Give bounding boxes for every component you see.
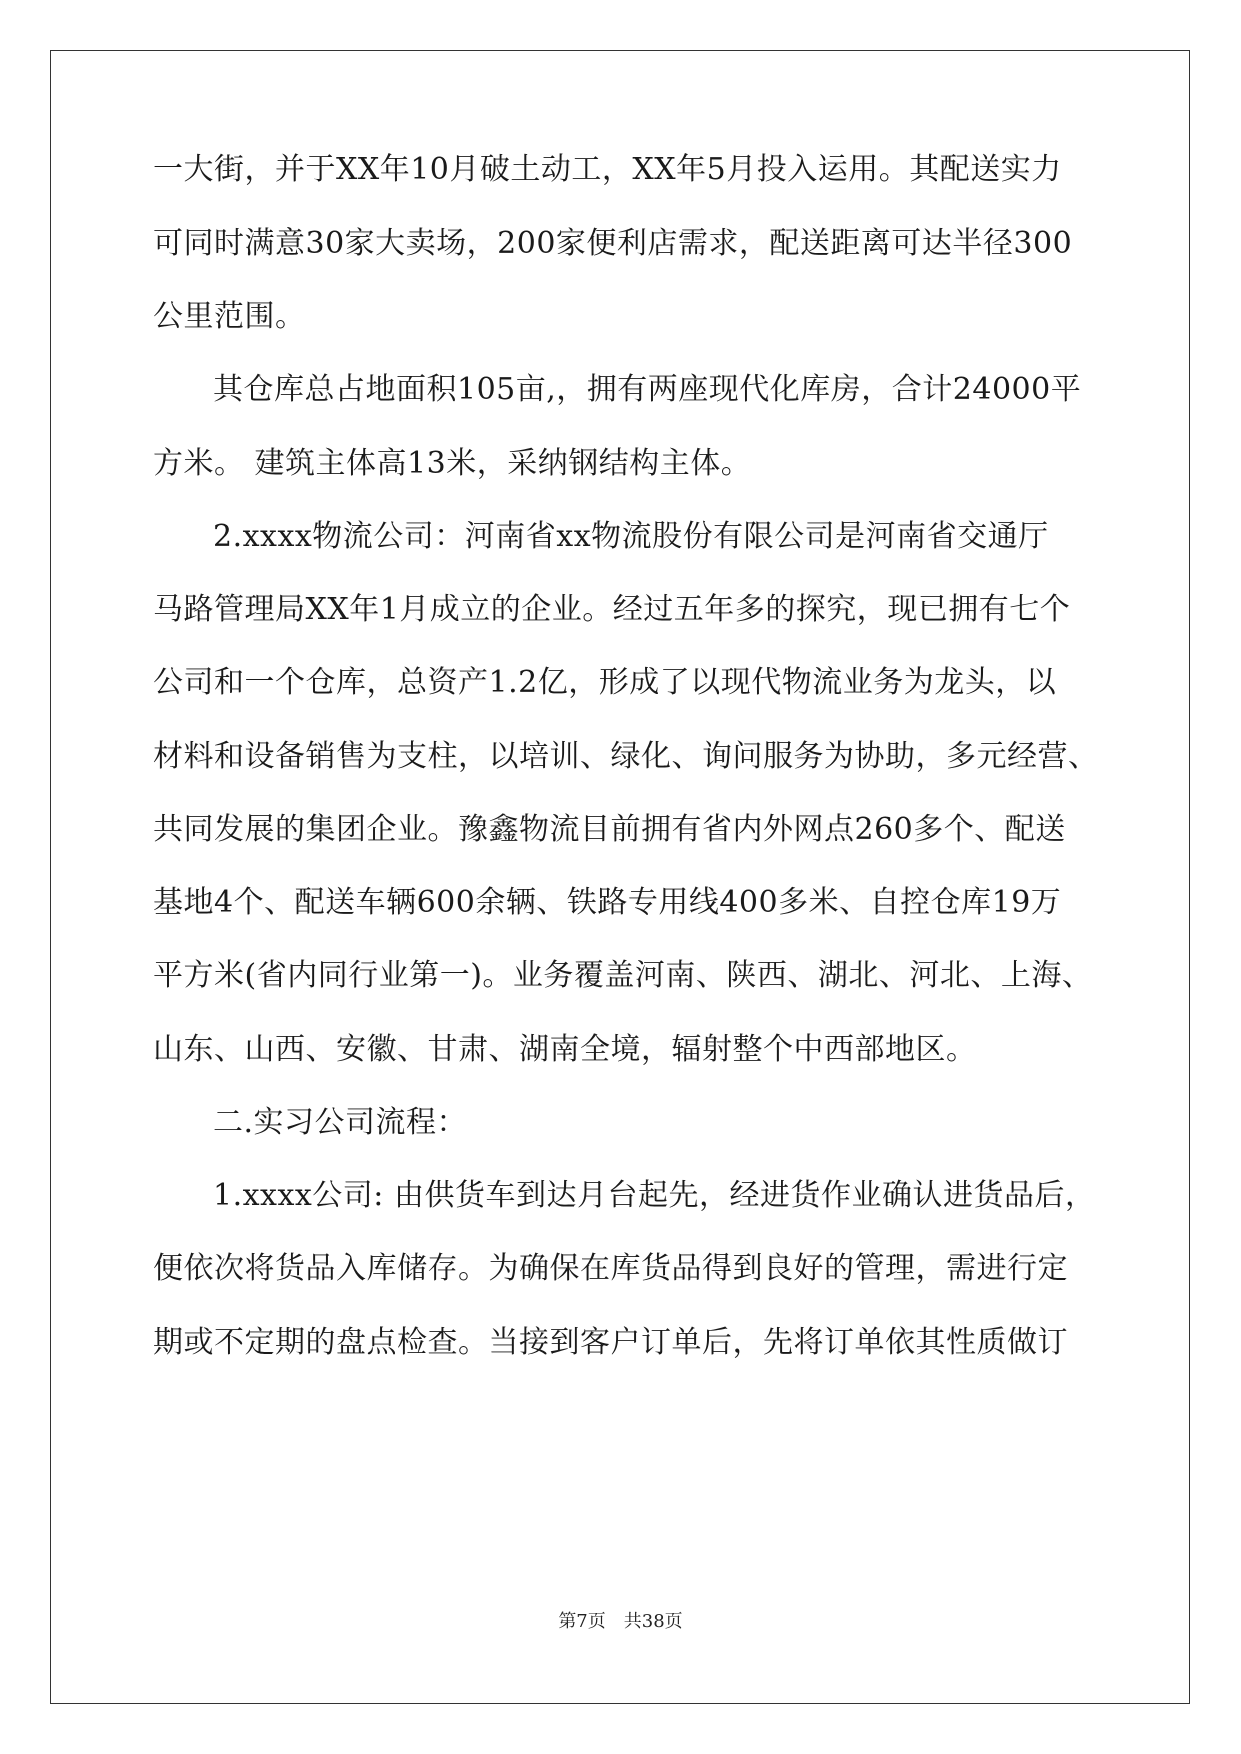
text-line: 其仓库总占地面积105亩,，拥有两座现代化库房，合计24000平 — [213, 372, 1082, 407]
page-total: 共38页 — [623, 1611, 683, 1632]
text-line: 共同发展的集团企业。豫鑫物流目前拥有省内外网点260多个、配送 — [153, 812, 1066, 847]
page-number: 第7页 — [558, 1611, 606, 1632]
text-line: 基地4个、配送车辆600余辆、铁路专用线400多米、自控仓库19万 — [153, 885, 1062, 920]
text-line: 方米。 建筑主体高13米，采纳钢结构主体。 — [153, 446, 752, 481]
text-line: 期或不定期的盘点检查。当接到客户订单后，先将订单依其性质做订 — [153, 1325, 1068, 1360]
text-line: 公司和一个仓库，总资产1.2亿，形成了以现代物流业务为龙头，以 — [153, 665, 1057, 700]
text-line: 马路管理局XX年1月成立的企业。经过五年多的探究，现已拥有七个 — [153, 592, 1071, 627]
text-line: 山东、山西、安徽、甘肃、湖南全境，辐射整个中西部地区。 — [153, 1032, 977, 1067]
text-line: 可同时满意30家大卖场，200家便利店需求，配送距离可达半径300 — [153, 226, 1073, 261]
text-line: 1.xxxx公司: 由供货车到达月台起先，经进货作业确认进货品后， — [213, 1178, 1096, 1213]
text-line: 公里范围。 — [153, 299, 306, 334]
text-line: 一大街，并于XX年10月破土动工，XX年5月投入运用。其配送实力 — [153, 152, 1062, 187]
text-line: 便依次将货品入库储存。为确保在库货品得到良好的管理，需进行定 — [153, 1251, 1068, 1286]
section-heading: 二.实习公司流程： — [213, 1105, 468, 1140]
text-line: 材料和设备销售为支柱，以培训、绿化、询问服务为协助，多元经营、 — [153, 739, 1099, 774]
text-line: 2.xxxx物流公司：河南省xx物流股份有限公司是河南省交通厅 — [213, 519, 1049, 554]
page-footer — [0, 1610, 1241, 1634]
text-line: 平方米(省内同行业第一)。业务覆盖河南、陕西、湖北、河北、上海、 — [153, 958, 1093, 993]
